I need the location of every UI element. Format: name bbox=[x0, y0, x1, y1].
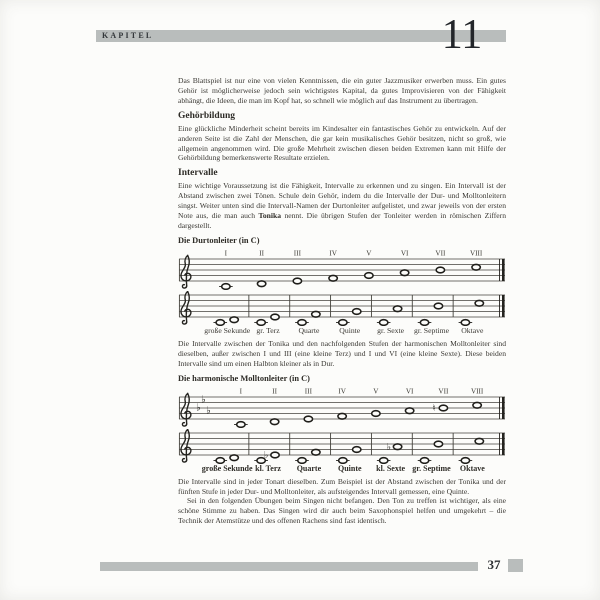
key-signature-flat-icon: ♭ bbox=[201, 393, 206, 405]
staff-minor-scale bbox=[178, 386, 506, 428]
interval-label: Quarte bbox=[298, 325, 320, 335]
interval-label: Oktave bbox=[461, 325, 484, 335]
whole-note bbox=[379, 457, 387, 463]
interval-label: gr. Terz bbox=[256, 325, 280, 335]
interval-label: Quinte bbox=[337, 463, 362, 473]
scale-degree-numeral: VI bbox=[400, 249, 409, 258]
whole-note bbox=[393, 444, 401, 450]
interval-label: kl. Terz bbox=[255, 463, 281, 473]
page-body bbox=[178, 76, 506, 526]
interval-label: gr. Sexte bbox=[377, 325, 405, 335]
whole-note bbox=[293, 278, 301, 284]
whole-note bbox=[365, 273, 373, 279]
interval-label: gr. Septime bbox=[412, 463, 451, 473]
key-signature-flat-icon: ♭ bbox=[196, 402, 201, 414]
whole-note bbox=[257, 320, 265, 326]
whole-note bbox=[353, 446, 361, 452]
final-barline-thick bbox=[502, 295, 505, 317]
flat-accidental-icon: ♭ bbox=[386, 441, 392, 453]
whole-note bbox=[393, 306, 401, 312]
whole-note bbox=[270, 419, 278, 425]
interval-labels-row bbox=[178, 464, 506, 474]
interval-labels-row bbox=[178, 326, 506, 336]
intervalle-paragraph bbox=[178, 181, 506, 231]
scale-degree-numeral: V bbox=[373, 387, 379, 396]
whole-note bbox=[216, 457, 224, 463]
interval-label: kl. Sexte bbox=[376, 463, 406, 473]
text-segment: Das Blattspiel ist nur eine von vielen Kenntnissen, die ein guter Jazzmusiker erwerben muss. Ein gutes Gehör ist möglicherweise jedoch sein wichtigstes Kapital, da gutes Improvisieren von der Fähigkeit abhängt, die Ideen, die man im Kopf hat, so schnell wie möglich auf das Instrument zu übertragen. bbox=[178, 76, 506, 105]
whole-note bbox=[271, 314, 279, 320]
whole-note bbox=[405, 408, 413, 414]
chapter-label: KAPITEL bbox=[102, 31, 154, 40]
interval-label: Quinte bbox=[339, 325, 361, 335]
whole-note bbox=[312, 311, 320, 317]
scale-degree-numeral: V bbox=[366, 249, 372, 258]
gehoerbildung-paragraph bbox=[178, 124, 506, 164]
music-staff-svg bbox=[178, 248, 506, 290]
final-barline-thick bbox=[502, 433, 505, 455]
scale-degree-numeral: VIII bbox=[469, 249, 483, 258]
whole-note bbox=[461, 457, 469, 463]
whole-note bbox=[237, 421, 245, 427]
footer-corner-square bbox=[508, 559, 523, 572]
whole-note bbox=[372, 410, 380, 416]
scale-degree-numeral: VIII bbox=[470, 387, 484, 396]
scale-degree-numeral: VII bbox=[438, 387, 449, 396]
whole-note bbox=[420, 457, 428, 463]
scale-degree-numeral: I bbox=[239, 387, 243, 396]
interval-label: große Sekunde bbox=[204, 325, 251, 335]
intro-paragraph bbox=[178, 76, 506, 106]
flat-accidental-icon: ♭ bbox=[264, 449, 269, 461]
whole-note bbox=[420, 320, 428, 326]
section-heading-intervalle: Intervalle bbox=[178, 168, 218, 179]
staff-minor-intervals bbox=[178, 429, 506, 474]
interval-label: große Sekunde bbox=[201, 463, 253, 473]
whole-note bbox=[461, 320, 469, 326]
whole-note bbox=[473, 402, 481, 408]
scale-degree-numeral: VI bbox=[405, 387, 414, 396]
treble-clef-icon bbox=[181, 429, 191, 462]
scale-degree-numeral: II bbox=[272, 387, 278, 396]
scale-degree-numeral: IV bbox=[329, 249, 337, 258]
key-signature-flat-icon: ♭ bbox=[206, 404, 211, 416]
whole-note bbox=[271, 452, 279, 458]
chapter-number: 11 bbox=[441, 12, 483, 58]
scale-degree-numeral: I bbox=[224, 249, 228, 258]
whole-note bbox=[400, 270, 408, 276]
bold-term: Tonika bbox=[258, 211, 282, 221]
moll-intro-paragraph bbox=[178, 339, 506, 369]
whole-note bbox=[298, 320, 306, 326]
interval-label: gr. Septime bbox=[413, 325, 449, 335]
whole-note bbox=[216, 320, 224, 326]
whole-note bbox=[230, 455, 238, 461]
whole-note bbox=[475, 438, 483, 444]
whole-note bbox=[257, 281, 265, 287]
whole-note bbox=[379, 320, 387, 326]
final-barline-thick bbox=[502, 259, 505, 281]
whole-note bbox=[230, 317, 238, 323]
staff-major-scale bbox=[178, 248, 506, 290]
section-heading-gehoerbildung: Gehörbildung bbox=[178, 110, 236, 121]
text-segment: Eine glückliche Minderheit scheint bereits im Kindesalter ein fantastisches Gehör zu entwickeln. Auf der anderen Seite ist die Zahl der Menschen, die gar kein musikalisches Gehör besitzen, nicht so groß, wie allgemein angenommen wird. Die große Mehrheit zwischen diesen beiden Extremen kann mit Hilfe der Gehörbildung bemerkenswerte Resultate erzielen. bbox=[178, 123, 506, 163]
whole-note bbox=[339, 457, 347, 463]
whole-note bbox=[475, 300, 483, 306]
whole-note bbox=[298, 457, 306, 463]
whole-note bbox=[304, 416, 312, 422]
whole-note bbox=[436, 267, 444, 273]
subheading-molltonleiter: Die harmonische Molltonleiter (in C) bbox=[178, 373, 310, 383]
whole-note bbox=[472, 264, 480, 270]
scale-degree-numeral: IV bbox=[338, 387, 346, 396]
text-segment: Die Intervalle zwischen der Tonika und den nachfolgenden Stufen der harmonischen Molltonleiter sind dieselben, außer zwischen I und III (eine kleine Terz) und I und VI (eine kleine Sexte). Diese beiden Intervalle sind um einen Halbton kleiner als in Dur. bbox=[178, 338, 506, 368]
uebungen-paragraph bbox=[178, 496, 506, 526]
subheading-durtonleiter: Die Durtonleiter (in C) bbox=[178, 235, 260, 245]
final-barline-thick bbox=[502, 397, 505, 419]
interval-label: Oktave bbox=[459, 463, 485, 473]
footer-bar bbox=[100, 562, 478, 571]
treble-clef-icon bbox=[181, 291, 191, 324]
music-staff-svg bbox=[178, 429, 506, 464]
whole-note bbox=[339, 320, 347, 326]
whole-note bbox=[338, 413, 346, 419]
page-number: 37 bbox=[487, 557, 501, 572]
text-segment: Die Intervalle sind in jeder Tonart dieselben. Zum Beispiel ist der Abstand zwischen der Tonika und der fünften Stufe in jeder Dur- und Molltonleiter, als aufsteigendes Intervall gemessen, eine Quinte. bbox=[178, 476, 506, 496]
natural-accidental-icon: ♮ bbox=[432, 402, 436, 414]
music-staff-svg bbox=[178, 386, 506, 428]
scale-degree-numeral: VII bbox=[435, 249, 446, 258]
whole-note bbox=[353, 309, 361, 315]
whole-note bbox=[434, 441, 442, 447]
text-segment: Sei in den folgenden Übungen beim Singen nicht befangen. Den Ton zu treffen ist wichtiger, als eine schöne Stimme zu haben. Das Singen wird dir auch beim Saxophonspiel helfen und umgekehrt – die Technik der Atemstütze und des offenen Rachens sind fast identisch. bbox=[178, 496, 506, 526]
text-segment: nennt. Die übrigen Stufen der Tonleiter werden in römischen Ziffern dargestellt. bbox=[178, 211, 506, 230]
staff-major-intervals bbox=[178, 291, 506, 336]
whole-note bbox=[222, 284, 230, 290]
whole-note bbox=[312, 449, 320, 455]
whole-note bbox=[329, 275, 337, 281]
scale-degree-numeral: III bbox=[304, 387, 312, 396]
treble-clef-icon bbox=[181, 393, 191, 426]
scale-degree-numeral: III bbox=[293, 249, 301, 258]
music-staff-svg bbox=[178, 291, 506, 326]
scale-degree-numeral: II bbox=[259, 249, 265, 258]
tonart-paragraph bbox=[178, 477, 506, 497]
treble-clef-icon bbox=[181, 255, 191, 288]
interval-label: Quarte bbox=[296, 463, 322, 473]
whole-note bbox=[439, 405, 447, 411]
whole-note bbox=[434, 303, 442, 309]
text-segment: Eine wichtige Voraussetzung ist die Fähigkeit, Intervalle zu erkennen und zu singen. Ein Intervall ist der Abstand zwischen zwei Tönen. Schule dein Gehör, indem du die Intervalle der Dur- und Molltonleitern singst. Weiter unten sind die Intervall-Namen der Durtonleiter aufgelistet, und zwar jeweils von der ersten Note aus, die man auch bbox=[178, 181, 506, 221]
